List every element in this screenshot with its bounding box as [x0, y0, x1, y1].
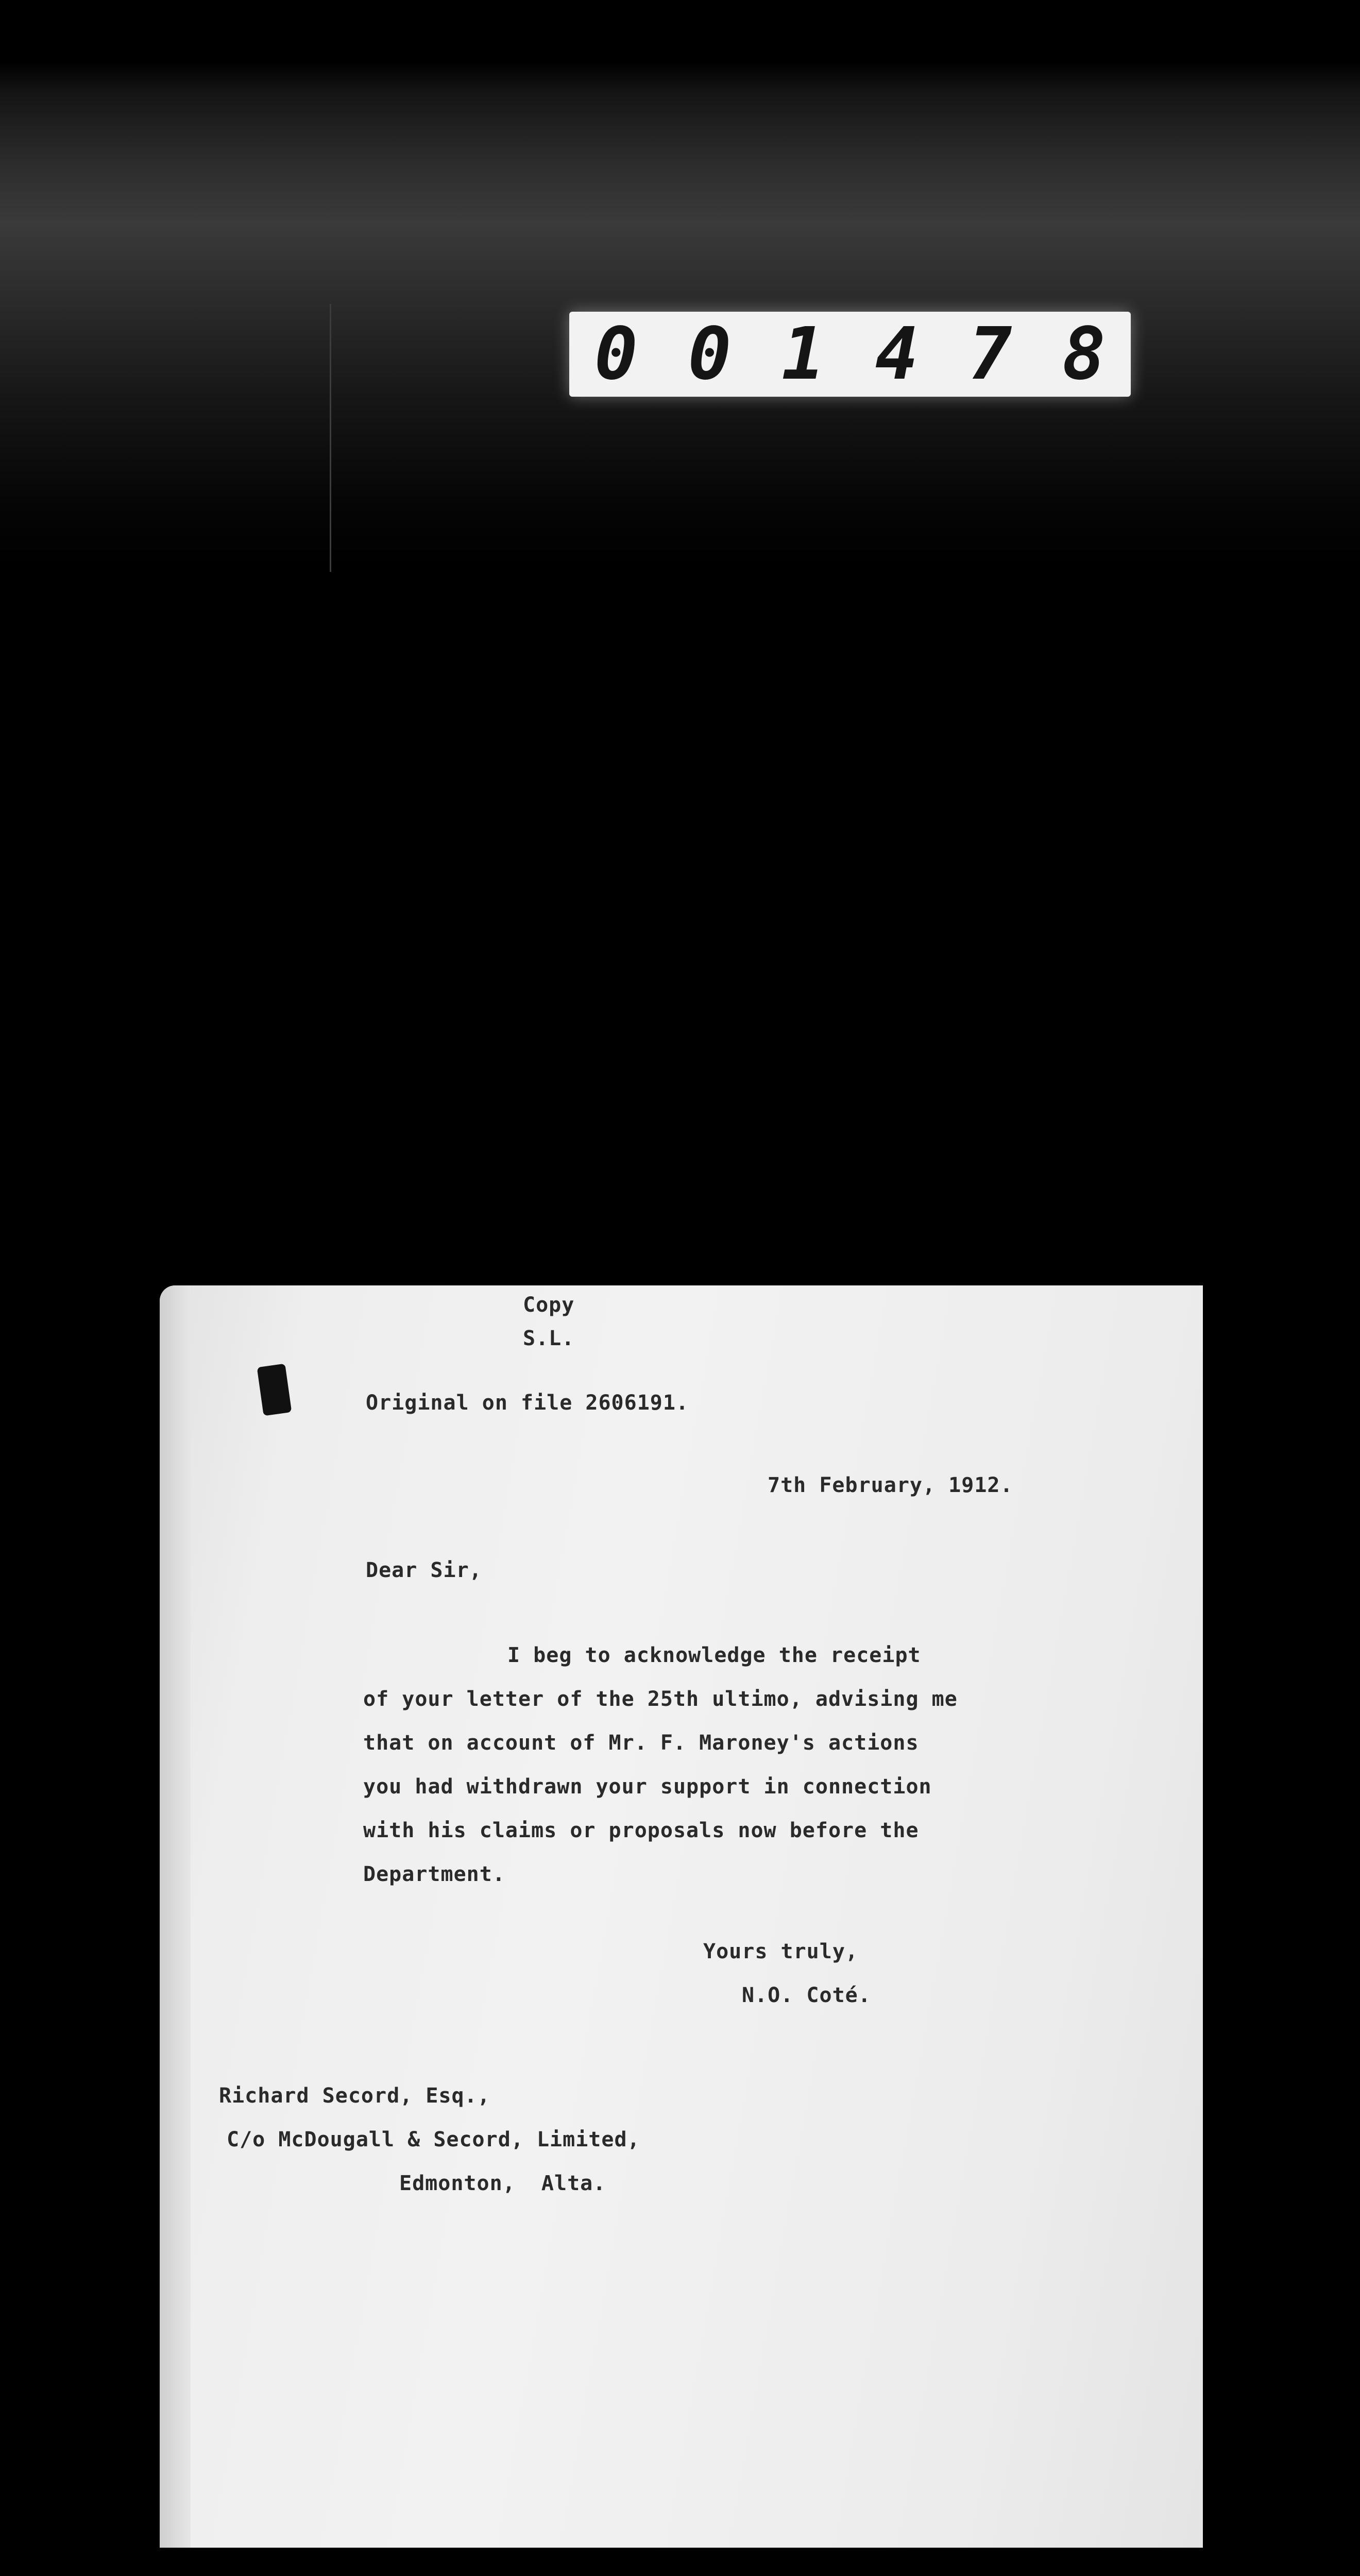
signature: N.O. Coté. — [742, 1984, 871, 2007]
closing: Yours truly, — [703, 1940, 858, 1963]
copy-initials: S.L. — [523, 1327, 575, 1350]
frame-digit: 4 — [875, 312, 919, 396]
addressee-line: C/o McDougall & Secord, Limited, — [227, 2128, 640, 2151]
body-line: with his claims or proposals now before the — [363, 1819, 919, 1842]
original-on-file: Original on file 2606191. — [366, 1391, 689, 1415]
body-line: I beg to acknowledge the receipt — [507, 1643, 921, 1667]
addressee-line: Richard Secord, Esq., — [219, 2084, 490, 2108]
letter-page — [160, 1285, 1203, 2548]
film-frame-mark — [330, 304, 331, 572]
frame-counter — [569, 312, 1131, 397]
letter-date: 7th February, 1912. — [768, 1473, 1013, 1497]
body-line: Department. — [363, 1862, 505, 1886]
copy-heading: Copy — [523, 1293, 575, 1317]
frame-digit: 8 — [1062, 312, 1106, 396]
body-line: you had withdrawn your support in connection — [363, 1775, 932, 1799]
frame-digit: 0 — [688, 312, 732, 396]
body-line: of your letter of the 25th ultimo, advising me — [363, 1687, 958, 1711]
salutation: Dear Sir, — [366, 1558, 482, 1582]
frame-digit: 0 — [594, 312, 638, 396]
letter-page-edge — [160, 1285, 191, 2548]
body-line: that on account of Mr. F. Maroney's actions — [363, 1731, 919, 1755]
frame-digit: 7 — [968, 312, 1012, 396]
addressee-line: Edmonton, Alta. — [399, 2172, 606, 2195]
frame-digit: 1 — [781, 312, 825, 396]
